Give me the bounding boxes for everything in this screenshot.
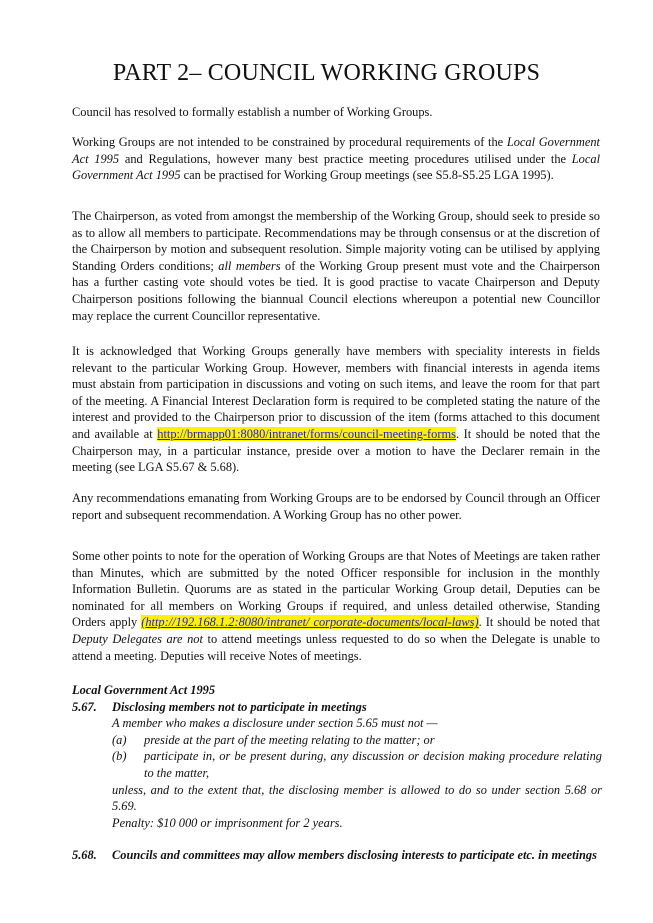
text-run: Working Groups are not intended to be constrained by procedural requirements of the <box>72 135 507 149</box>
emphasis: all members <box>218 258 281 273</box>
text-run: of the Working Group present must vote and the Chairperson has a further casting vote should votes be tied. It is good practise to vacate Chairperson and Deputy Chairperson positions following the biannual Council elections whereupon a potential new Councillor may replace the current Councillor representative. <box>72 258 601 323</box>
act-heading: Local Government Act 1995 <box>72 683 216 697</box>
section-title: Disclosing members not to participate in meetings <box>112 699 367 714</box>
legislation-extract <box>72 682 602 864</box>
emphasis: Deputy Delegates are not <box>72 631 203 646</box>
act-reference: Local Government Act 1995 <box>72 151 601 183</box>
text-run: can be practised for Working Group meetings (see S5.8-S5.25 LGA 1995). <box>180 168 554 183</box>
section-567-heading <box>72 699 602 716</box>
item-label: (b) <box>112 749 127 764</box>
text-run: to attend meetings unless requested to do so when the Delegate is unable to attend a meeting. Deputies will receive Notes of meetings. <box>72 631 600 663</box>
text-run: The Chairperson, as voted from amongst the membership of the Working Group, should seek to preside so as to allow all members to participate. Recommendations may be through consensus or at the discretion of the Chairperson by motion and subsequent resolution. Simple majority voting can be utilised by applying Standing Orders conditions; <box>72 209 600 273</box>
item-label: (a) <box>112 732 127 747</box>
local-laws-link[interactable]: (http://192.168.1.2:8080/intranet/ corporate-documents/local-laws) <box>141 615 479 630</box>
paragraph-financial-interests <box>72 343 600 476</box>
item-text: preside at the part of the meeting relating to the matter; or <box>144 732 435 747</box>
section-567-unless: unless, and to the extent that, the disclosing member is allowed to do so under section 5.68 or 5.69. <box>112 782 602 814</box>
section-568-heading <box>72 847 602 864</box>
section-title: Councils and committees may allow members disclosing interests to participate etc. in meetings <box>112 848 597 863</box>
forms-link[interactable]: http://brmapp01:8080/intranet/forms/council-meeting-forms <box>157 426 456 441</box>
paragraph-recommendations: Any recommendations emanating from Working Groups are to be endorsed by Council through an Officer report and subsequent recommendation. A Working Group has no other power. <box>72 491 600 522</box>
text-run: . It should be noted that the Chairperson may, in a particular instance, preside over a motion to have the Declarer remain in the meeting (see LGA S5.67 & 5.68). <box>72 426 600 475</box>
item-text: participate in, or be present during, any discussion or decision making procedure relating to the matter, <box>144 749 602 780</box>
section-567-item-b <box>72 748 602 781</box>
text-run: . It should be noted that <box>478 615 600 630</box>
page-title: PART 2– COUNCIL WORKING GROUPS <box>112 60 541 86</box>
paragraph-other-points <box>72 548 600 664</box>
act-reference: Local Government Act 1995 <box>72 135 600 166</box>
paragraph-procedures <box>72 134 600 184</box>
section-number: 5.68. <box>72 848 97 863</box>
paragraph-intro: Council has resolved to formally establish a number of Working Groups. <box>72 105 433 119</box>
section-567-intro: A member who makes a disclosure under section 5.65 must not — <box>112 716 438 731</box>
spacer <box>72 831 602 847</box>
text-run: It is acknowledged that Working Groups generally have members with speciality interests in fields relevant to the particular Working Group. However, members with financial interests in agenda items must abstain from participation in discussions and voting on such items, and leave the room for that part of the meeting. A Financial Interest Declaration form is required to be completed stating the nature of the interest and provided to the Chairperson prior to discussion of the item (forms attached to this document and available at <box>72 344 600 441</box>
section-number: 5.67. <box>72 699 97 714</box>
text-run: Some other points to note for the operation of Working Groups are that Notes of Meetings are taken rather than Minutes, which are submitted by the noted Officer responsible for inclusion in the monthly Information Bulletin. Quorums are as stated in the particular Working Group detail, Deputies can be nominated for all members on Working Groups if required, and unless detailed otherwise, Standing Orders apply <box>72 549 600 630</box>
section-567-item-a <box>72 732 602 749</box>
paragraph-chairperson <box>72 208 600 324</box>
section-567-penalty: Penalty: $10 000 or imprisonment for 2 years. <box>112 815 343 830</box>
text-run: and Regulations, however many best practice meeting procedures utilised under the <box>119 151 572 166</box>
